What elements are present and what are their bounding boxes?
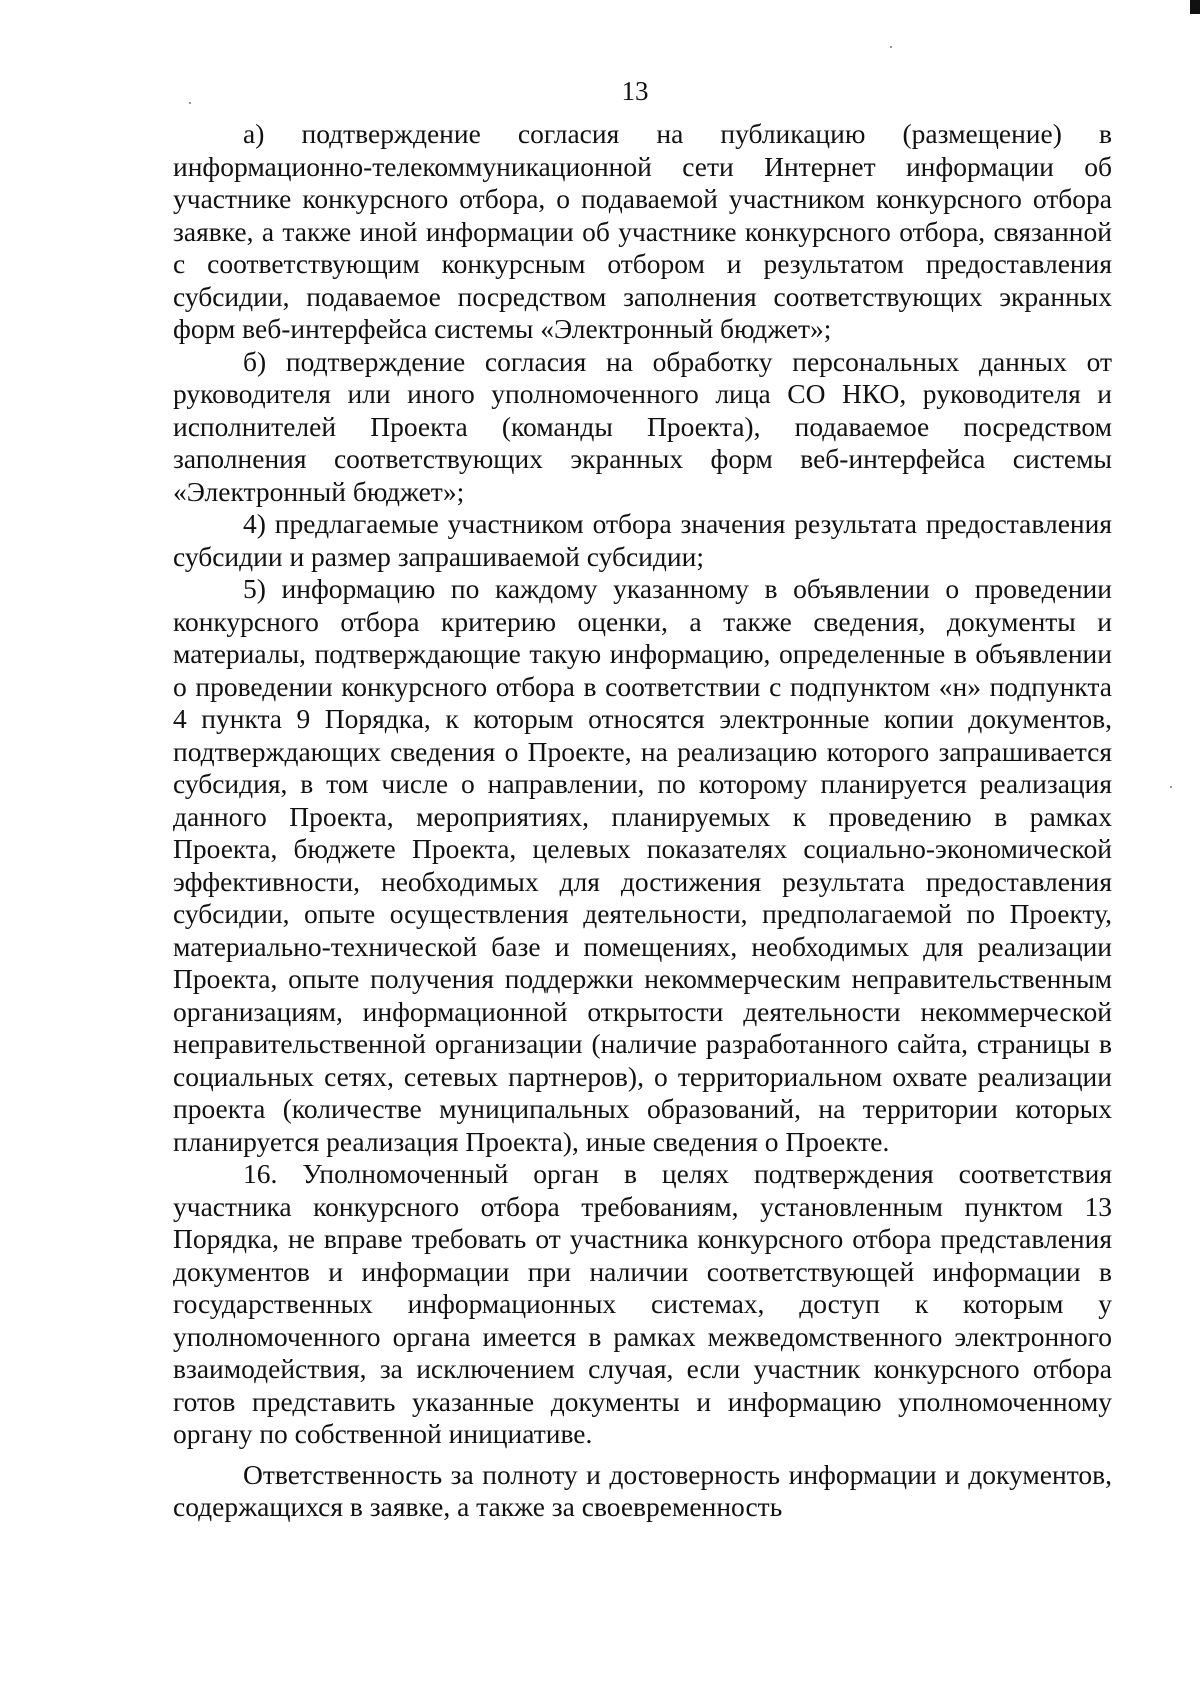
paragraph-item-4: 4) предлагаемые участником отбора значения результата предоставления субсидии и размер запрашиваемой субсидии; xyxy=(173,508,1112,572)
paragraph-consent-personal-data: б) подтверждение согласия на обработку персональных данных от руководителя или иного уполномоченного лица СО НКО, руководителя и исполнителей Проекта (команды Проекта), подаваемое посредством заполнения соответствующих экранных форм веб-интерфейса системы «Электронный бюджет»; xyxy=(173,345,1112,507)
document-body xyxy=(173,118,1112,1524)
scan-speck xyxy=(1170,786,1172,788)
paragraph-responsibility: Ответственность за полноту и достоверность информации и документов, содержащихся в заявке, а также за своевременность xyxy=(173,1458,1112,1522)
page-number: 13 xyxy=(621,76,649,106)
scan-edge-mark xyxy=(1190,0,1200,14)
scan-speck xyxy=(890,46,892,48)
paragraph-consent-publication: а) подтверждение согласия на публикацию (размещение) в информационно-телекоммуникационной сети Интернет информации об участнике конкурсного отбора, о подаваемой участником конкурсного отбора заявке, а также иной информации об участнике конкурсного отбора, связанной с соответствующим конкурсным отбором и результатом предоставления субсидии, подаваемое посредством заполнения соответствующих экранных форм веб-интерфейса системы «Электронный бюджет»; xyxy=(173,118,1112,344)
paragraph-item-5: 5) информацию по каждому указанному в объявлении о проведении конкурсного отбора критерию оценки, а также сведения, документы и материалы, подтверждающие такую информацию, определенные в объявлении о проведении конкурсного отбора в соответствии с подпунктом «н» подпункта 4 пункта 9 Порядка, к которым относятся электронные копии документов, подтверждающих сведения о Проекте, на реализацию которого запрашивается субсидия, в том числе о направлении, по которому планируется реализация данного Проекта, мероприятиях, планируемых к проведению в рамках Проекта, бюджете Проекта, целевых показателях социально-экономической эффективности, необходимых для достижения результата предоставления субсидии, опыте осуществления деятельности, предполагаемой по Проекту, материально-технической базе и помещениях, необходимых для реализации Проекта, опыте получения поддержки некоммерческим неправительственным организациям, информационной открытости деятельности некоммерческой неправительственной организации (наличие разработанного сайта, страницы в социальных сетях, сетевых партнеров), о территориальном охвате реализации проекта (количестве муниципальных образований, на территории которых планируется реализация Проекта), иные сведения о Проекте. xyxy=(173,573,1112,1157)
paragraph-clause-16: 16. Уполномоченный орган в целях подтверждения соответствия участника конкурсного отбора требованиям, установленным пунктом 13 Порядка, не вправе требовать от участника конкурсного отбора представления документов и информации при наличии соответствующей информации в государственных информационных системах, доступ к которым у уполномоченного органа имеется в рамках межведомственного электронного взаимодействия, за исключением случая, если участник конкурсного отбора готов представить указанные документы и информацию уполномоченному органу по собственной инициативе. xyxy=(173,1158,1112,1449)
